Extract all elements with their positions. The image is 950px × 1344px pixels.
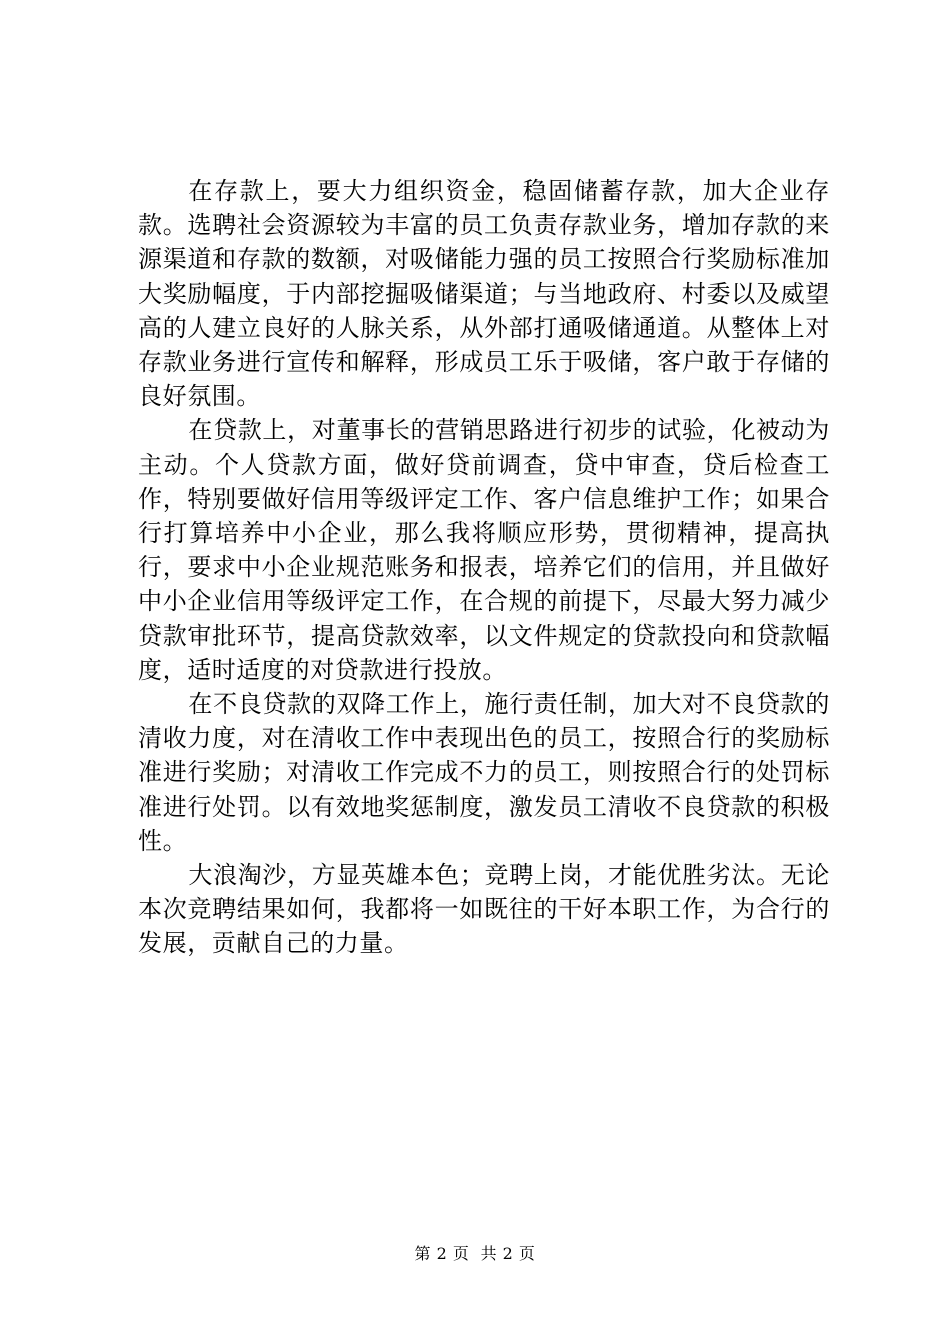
page-footer xyxy=(0,1244,950,1264)
paragraph-loans: 在贷款上，对董事长的营销思路进行初步的试验，化被动为主动。个人贷款方面，做好贷前调查，贷中审查，贷后检查工作，特别要做好信用等级评定工作、客户信息维护工作；如果合行打算培养中小企业，那么我将顺应形势，贯彻精神，提高执行，要求中小企业规范账务和报表，培养它们的信用，并且做好中小企业信用等级评定工作，在合规的前提下，尽最大努力减少贷款审批环节，提高贷款效率，以文件规定的贷款投向和贷款幅度，适时适度的对贷款进行投放。 xyxy=(138,416,830,684)
document-body xyxy=(138,174,830,961)
page-number-label: 第 2 页 共 2 页 xyxy=(414,1244,536,1263)
paragraph-closing: 大浪淘沙，方显英雄本色；竞聘上岗，才能优胜劣汰。无论本次竞聘结果如何，我都将一如既往的干好本职工作，为合行的发展，贡献自己的力量。 xyxy=(138,861,830,958)
paragraph-bad-loans: 在不良贷款的双降工作上，施行责任制，加大对不良贷款的清收力度，对在清收工作中表现出色的员工，按照合行的奖励标准进行奖励；对清收工作完成不力的员工，则按照合行的处罚标准进行处罚。以有效地奖惩制度，激发员工清收不良贷款的积极性。 xyxy=(138,690,830,855)
paragraph-deposits: 在存款上，要大力组织资金，稳固储蓄存款，加大企业存款。选聘社会资源较为丰富的员工负责存款业务，增加存款的来源渠道和存款的数额，对吸储能力强的员工按照合行奖励标准加大奖励幅度，于内部挖掘吸储渠道；与当地政府、村委以及威望高的人建立良好的人脉关系，从外部打通吸储通道。从整体上对存款业务进行宣传和解释，形成员工乐于吸储，客户敢于存储的良好氛围。 xyxy=(138,177,830,411)
